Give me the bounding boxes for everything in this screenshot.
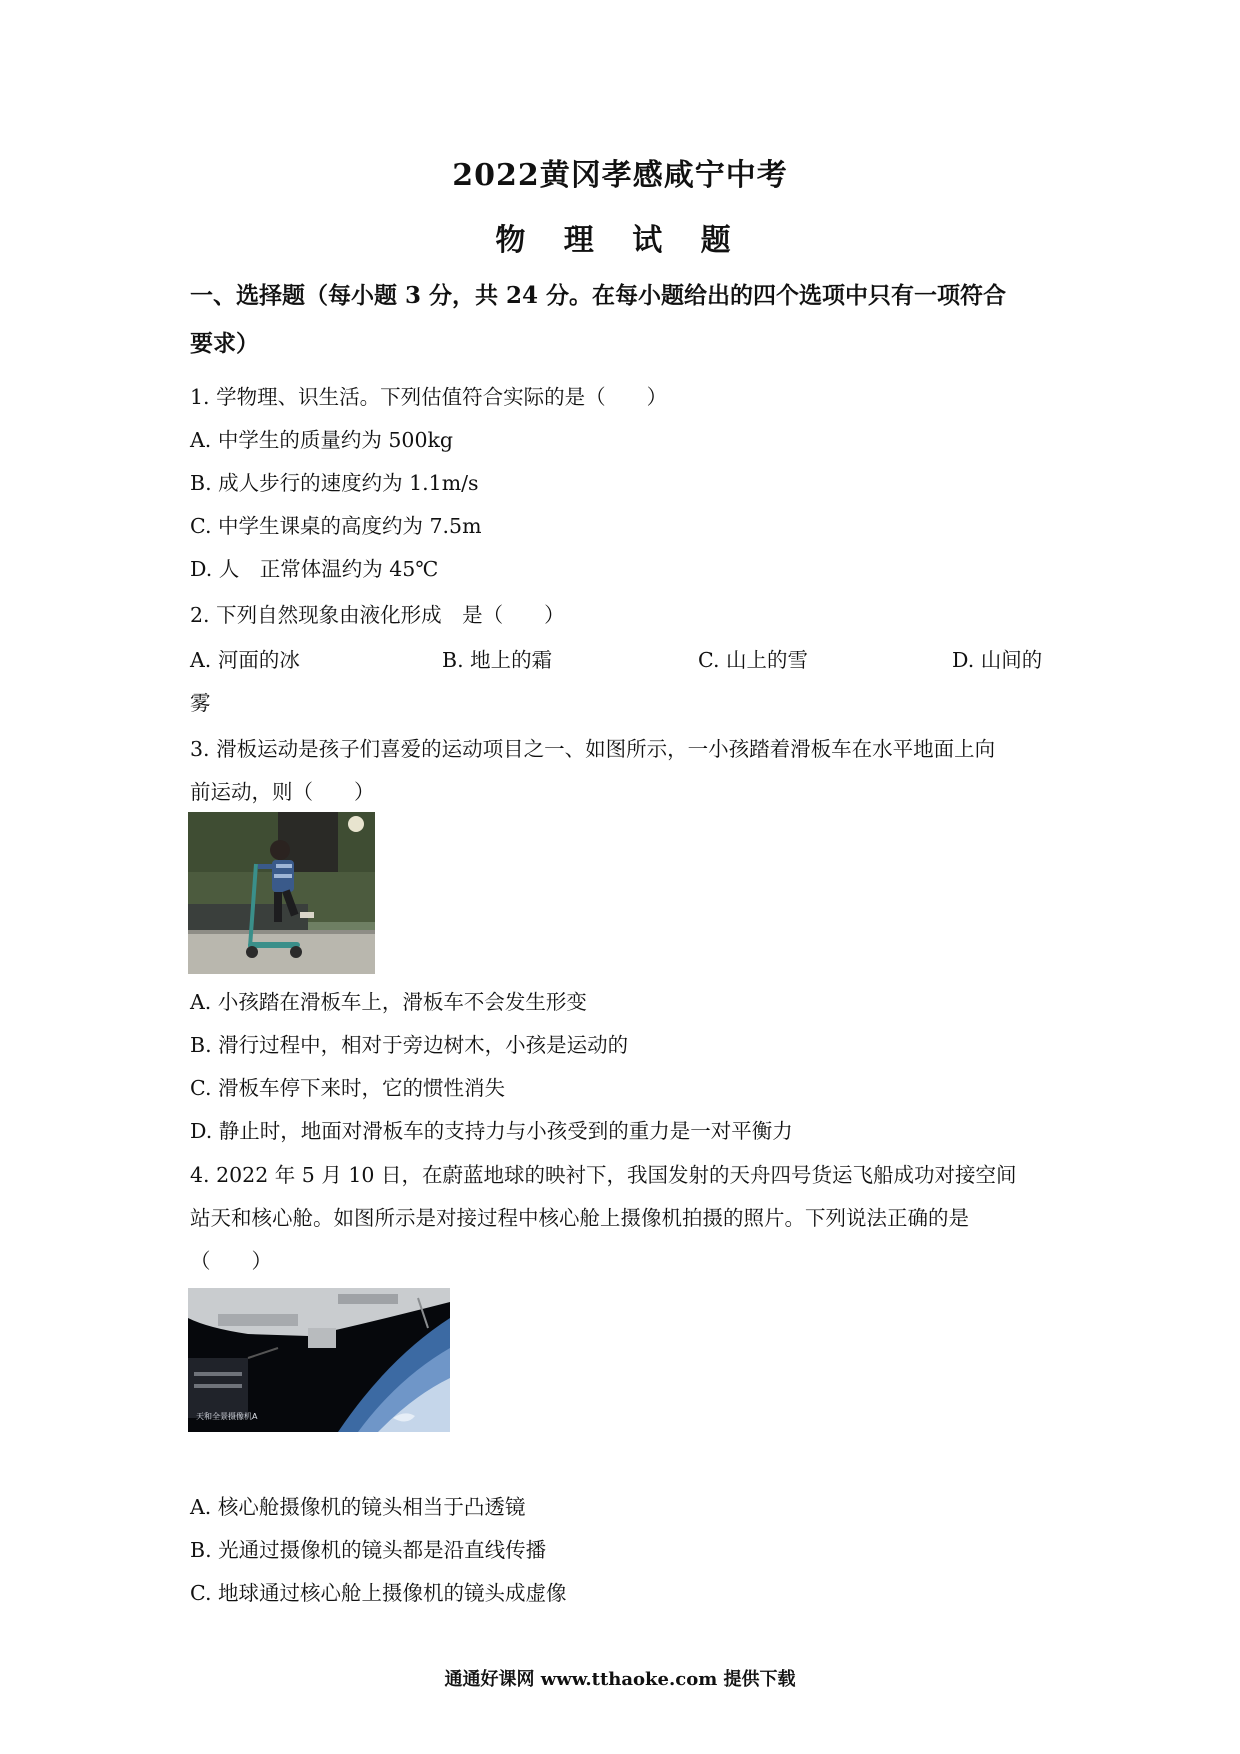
section-heading xyxy=(190,272,1070,368)
page-footer: 通通好课网 www.tthaoke.com 提供下载 xyxy=(444,1669,796,1690)
q3-stem-line2: 前运动，则（ ） xyxy=(190,780,375,804)
q1-option-c: C. 中学生课桌的高度约为 7.5m xyxy=(190,514,482,538)
q1-stem: 1. 学物理、识生活。下列估值符合实际的是（ ） xyxy=(190,385,668,409)
q2-option-b: B. 地上的霜 xyxy=(442,648,553,672)
q2-stem: 2. 下列自然现象由液化形成 是（ ） xyxy=(190,603,565,627)
q2-option-c: C. 山上的雪 xyxy=(698,648,808,672)
q3-option-b: B. 滑行过程中，相对于旁边树木，小孩是运动的 xyxy=(190,1033,629,1057)
q1-option-b: B. 成人步行的速度约为 1.1m/s xyxy=(190,471,479,495)
exam-title: 2022黄冈孝感咸宁中考 xyxy=(452,158,788,193)
q1-option-d: D. 人 正常体温约为 45℃ xyxy=(190,557,439,581)
section-heading-line2: 要求） xyxy=(190,330,259,357)
q4-option-a: A. 核心舱摄像机的镜头相当于凸透镜 xyxy=(190,1495,526,1519)
q3-option-a: A. 小孩踏在滑板车上，滑板车不会发生形变 xyxy=(190,990,587,1014)
exam-subtitle: 物 理 试 题 xyxy=(495,223,745,258)
q2-option-d: D. 山间的 xyxy=(952,648,1043,672)
q3-option-d: D. 静止时，地面对滑板车的支持力与小孩受到的重力是一对平衡力 xyxy=(190,1119,793,1143)
space-station-photo xyxy=(188,1288,450,1432)
q4-option-b: B. 光通过摄像机的镜头都是沿直线传播 xyxy=(190,1538,547,1562)
scooter-child-photo xyxy=(188,812,375,974)
q1-option-a: A. 中学生的质量约为 500kg xyxy=(190,428,454,452)
q3-option-c: C. 滑板车停下来时，它的惯性消失 xyxy=(190,1076,505,1100)
q3-stem-line1: 3. 滑板运动是孩子们喜爱的运动项目之一、如图所示，一小孩踏着滑板车在水平地面上向 xyxy=(190,737,996,761)
q4-stem-line3: （ ） xyxy=(190,1249,272,1273)
q2-option-d-continued: 雾 xyxy=(190,691,211,715)
q2-option-a: A. 河面的冰 xyxy=(190,648,300,672)
photo-caption: 天和全景摄像机A xyxy=(196,1412,258,1421)
q4-stem-line2: 站天和核心舱。如图所示是对接过程中核心舱上摄像机拍摄的照片。下列说法正确的是 xyxy=(190,1206,969,1230)
q4-stem-line1: 4. 2022 年 5 月 10 日，在蔚蓝地球的映衬下，我国发射的天舟四号货运飞船成功对接空间 xyxy=(190,1163,1017,1187)
q4-option-c: C. 地球通过核心舱上摄像机的镜头成虚像 xyxy=(190,1581,567,1605)
section-heading-line1: 一、选择题（每小题 3 分，共 24 分。在每小题给出的四个选项中只有一项符合 xyxy=(190,282,1007,309)
